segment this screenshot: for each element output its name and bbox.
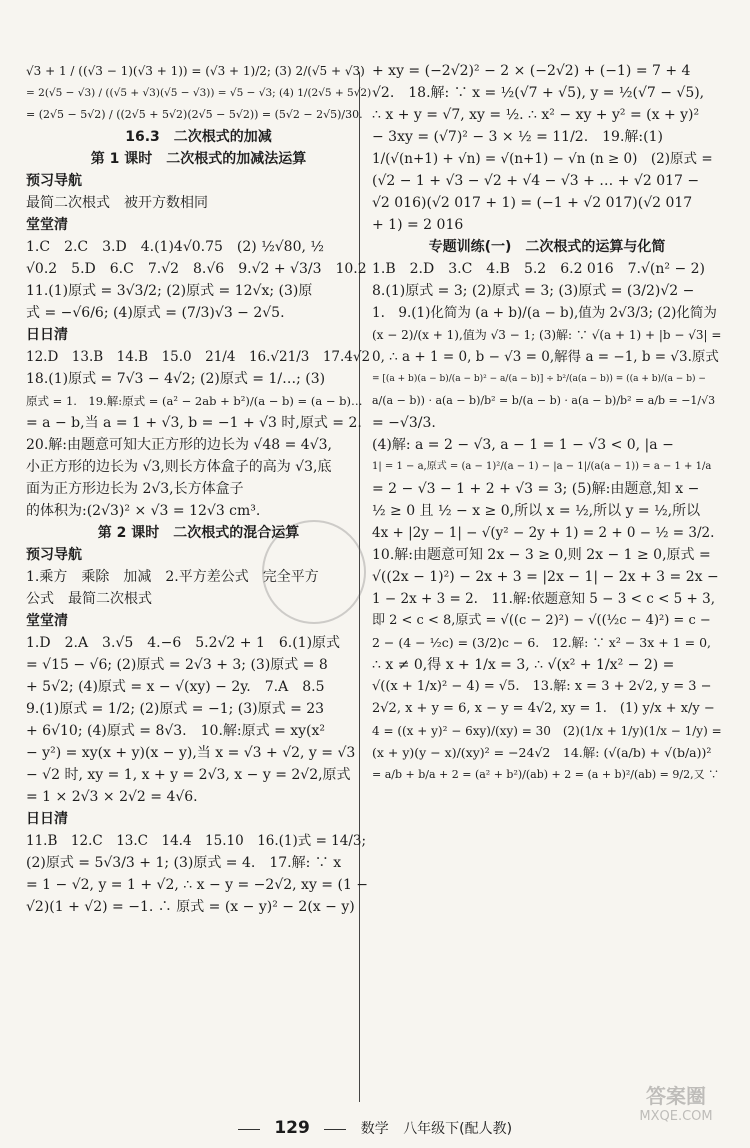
right-column-line: (√2 − 1 + √3 − √2 + √4 − √3 + … + √2 017 − — [372, 173, 700, 189]
left-column-line: 1.D 2.A 3.√5 4.−6 5.2√2 + 1 6.(1)原式 — [26, 635, 341, 651]
right-column-line: 1| = 1 − a,原式 = (a − 1)²/(a − 1) − |a − 1|/(a(a − 1)) = a − 1 + 1/a — [372, 461, 712, 472]
right-column-line: ∴ x ≠ 0,得 x + 1/x = 3, ∴ √(x² + 1/x² − 2) = — [372, 657, 675, 673]
right-column-line: ∴ x + y = √7, xy = ½. ∴ x² − xy + y² = (x + y)² — [372, 107, 700, 123]
right-column-line: 0, ∴ a + 1 = 0, b − √3 = 0,解得 a = −1, b = √3.原式 — [372, 349, 719, 365]
left-column-line: 第 2 课时 二次根式的混合运算 — [97, 525, 300, 541]
left-column-line: (2)原式 = 5√3/3 + 1; (3)原式 = 4. 17.解: ∵ x — [26, 855, 342, 871]
right-column-line: + 1) = 2 016 — [372, 217, 464, 233]
left-column-line: = 2(√5 − √3) / ((√5 + √3)(√5 − √3)) = √5 − √3; (4) 1/(2√5 + 5√2) — [26, 87, 371, 99]
right-column-line: 专题训练(一) 二次根式的运算与化简 — [428, 239, 666, 255]
watermark-text: 答案圈 — [646, 1084, 706, 1108]
right-column-line: 1 − 2x + 3 = 2. 11.解:依题意知 5 − 3 < c < 5 + 3, — [372, 591, 716, 607]
left-column-line: − y²) = xy(x + y)(x − y),当 x = √3 + √2, y = √3 — [26, 745, 356, 761]
left-column-line: 堂堂清 — [26, 613, 68, 629]
left-column-line: = (2√5 − 5√2) / ((2√5 + 5√2)(2√5 − 5√2)) = (5√2 − 2√5)/30. — [26, 108, 363, 121]
right-column-line: = −√3/3. — [372, 415, 436, 431]
left-column-line: 12.D 13.B 14.B 15.0 21/4 16.√21/3 17.4√2 — [26, 349, 371, 365]
left-column-line: = a − b,当 a = 1 + √3, b = −1 + √3 时,原式 = 2. — [26, 415, 362, 431]
left-column-line: 9.(1)原式 = 1/2; (2)原式 = −1; (3)原式 = 23 — [26, 701, 325, 717]
watermark-logo — [612, 1076, 740, 1134]
right-column-line: 4x + |2y − 1| − √(y² − 2y + 1) = 2 + 0 − ½ = 3/2. — [372, 525, 715, 541]
right-column-line: 10.解:由题意可知 2x − 3 ≥ 0,则 2x − 1 ≥ 0,原式 = — [372, 547, 711, 563]
left-column-line: 原式 = 1. 19.解:原式 = (a² − 2ab + b²)/(a − b) = (a − b)… — [26, 394, 363, 408]
right-column-line: 1.B 2.D 3.C 4.B 5.2 6.2 016 7.√(n² − 2) — [372, 261, 706, 277]
right-column — [372, 60, 722, 786]
left-column-line: 预习导航 — [26, 547, 82, 563]
right-column-line: ½ ≥ 0 且 ½ − x ≥ 0,所以 x = ½,所以 y = ½,所以 — [372, 503, 701, 519]
right-column-line: √((x + 1/x)² − 4) = √5. 13.解: x = 3 + 2√2, y = 3 − — [372, 679, 712, 694]
right-column-line: 1. 9.(1)化简为 (a + b)/(a − b),值为 2√3/3; (2)化简为 — [372, 305, 717, 321]
left-column-line: 公式 最简二次根式 — [26, 591, 152, 607]
footer-subject: 数学 — [360, 1121, 389, 1137]
left-column-line: 日日清 — [26, 327, 68, 343]
left-column-line: − √2 时, xy = 1, x + y = 2√3, x − y = 2√2,原式 — [26, 767, 351, 783]
watermark-site: MXQE.COM — [639, 1109, 713, 1124]
left-column-line: 小正方形的边长为 √3,则长方体盒子的高为 √3,底 — [26, 459, 332, 475]
left-column-line: 1.乘方 乘除 加减 2.平方差公式 完全平方 — [26, 569, 319, 585]
right-column-line: = a/b + b/a + 2 = (a² + b²)/(ab) + 2 = (a + b)²/(ab) = 9/2,又 ∵ — [372, 768, 720, 781]
left-column-line: 堂堂清 — [26, 217, 68, 233]
right-column-line: 2√2, x + y = 6, x − y = 4√2, xy = 1. (1) y/x + x/y − — [372, 701, 715, 716]
left-column-line: 16.3 二次根式的加减 — [125, 129, 272, 145]
left-column-line: + 5√2; (4)原式 = x − √(xy) − 2y. 7.A 8.5 — [26, 679, 325, 695]
left-column-line: 1.C 2.C 3.D 4.(1)4√0.75 (2) ½√80, ½ — [26, 239, 324, 255]
left-column-line: = √15 − √6; (2)原式 = 2√3 + 3; (3)原式 = 8 — [26, 657, 328, 673]
right-column-line: (x + y)(y − x)/(xy)² = −24√2 14.解: (√(a/b) + √(b/a))² — [372, 745, 712, 760]
left-column — [26, 60, 371, 918]
left-column-line: 第 1 课时 二次根式的加减法运算 — [90, 151, 307, 167]
right-column-line: 2 − (4 − ½c) = (3/2)c − 6. 12.解: ∵ x² − 3x + 1 = 0, — [372, 635, 711, 650]
right-column-line: − 3xy = (√7)² − 3 × ½ = 11/2. 19.解:(1) — [372, 129, 663, 145]
left-column-line: 18.(1)原式 = 7√3 − 4√2; (2)原式 = 1/…; (3) — [26, 371, 326, 387]
right-column-line: = [(a + b)(a − b)/(a − b)² − a/(a − b)] ÷ b²/(a(a − b)) = ((a + b)/(a − b) − — [372, 374, 706, 384]
left-column-line: 日日清 — [26, 811, 68, 827]
right-column-line: = 2 − √3 − 1 + 2 + √3 = 3; (5)解:由题意,知 x − — [372, 481, 700, 497]
right-column-line: + xy = (−2√2)² − 2 × (−2√2) + (−1) = 7 + 4 — [372, 63, 691, 79]
right-column-line: 4 = ((x + y)² − 6xy)/(xy) = 30 (2)(1/x + 1/y)(1/x − 1/y) = — [372, 724, 722, 738]
right-column-line: √((2x − 1)²) − 2x + 3 = |2x − 1| − 2x + 3 = 2x − — [372, 569, 719, 585]
page-number: 129 — [274, 1118, 310, 1138]
left-column-line: 的体积为:(2√3)² × √3 = 12√3 cm³. — [26, 503, 261, 519]
stamp-seal — [262, 520, 366, 624]
right-column-line: 8.(1)原式 = 3; (2)原式 = 3; (3)原式 = (3/2)√2 − — [372, 283, 695, 299]
left-column-line: 最简二次根式 被开方数相同 — [26, 195, 208, 211]
left-column-line: 11.B 12.C 13.C 14.4 15.10 16.(1)式 = 14/3; — [26, 833, 367, 849]
footer-dash-left — [238, 1129, 260, 1130]
left-column-line: √0.2 5.D 6.C 7.√2 8.√6 9.√2 + √3/3 10.2 — [26, 261, 367, 277]
left-column-line: 20.解:由题意可知大正方形的边长为 √48 = 4√3, — [26, 437, 332, 453]
right-column-line: (x − 2)/(x + 1),值为 √3 − 1; (3)解: ∵ √(a + 1) + |b − √3| = — [372, 328, 722, 342]
left-column-line: = 1 − √2, y = 1 + √2, ∴ x − y = −2√2, xy = (1 − — [26, 877, 369, 893]
right-column-line: a/(a − b)) · a(a − b)/b² = b/(a − b) · a(a − b)/b² = a/b = −1/√3 — [372, 394, 716, 407]
right-column-line: (4)解: a = 2 − √3, a − 1 = 1 − √3 < 0, |a − — [372, 437, 674, 453]
left-column-line: 11.(1)原式 = 3√3/2; (2)原式 = 12√x; (3)原 — [26, 283, 313, 299]
left-column-line: √3 + 1 / ((√3 − 1)(√3 + 1)) = (√3 + 1)/2; (3) 2/(√5 + √3) — [26, 64, 365, 78]
footer-dash-right — [324, 1129, 346, 1130]
right-column-line: √2. 18.解: ∵ x = ½(√7 + √5), y = ½(√7 − √5), — [372, 85, 705, 101]
left-column-line: 式 = −√6/6; (4)原式 = (7/3)√3 − 2√5. — [26, 305, 285, 321]
left-column-line: + 6√10; (4)原式 = 8√3. 10.解:原式 = xy(x² — [26, 723, 326, 739]
right-column-line: 即 2 < c < 8,原式 = √((c − 2)²) − √((½c − 4)²) = c − — [372, 613, 711, 628]
left-column-line: = 1 × 2√3 × 2√2 = 4√6. — [26, 789, 198, 805]
left-column-line: √2)(1 + √2) = −1. ∴ 原式 = (x − y)² − 2(x − y) — [26, 899, 355, 915]
footer-grade-edition: 八年级下(配人教) — [403, 1121, 513, 1137]
left-column-line: 预习导航 — [26, 173, 82, 189]
right-column-line: 1/(√(n+1) + √n) = √(n+1) − √n (n ≥ 0) (2)原式 = — [372, 151, 713, 167]
right-column-line: √2 016)(√2 017 + 1) = (−1 + √2 017)(√2 017 — [372, 195, 693, 211]
left-column-line: 面为正方形边长为 2√3,长方体盒子 — [26, 481, 244, 497]
